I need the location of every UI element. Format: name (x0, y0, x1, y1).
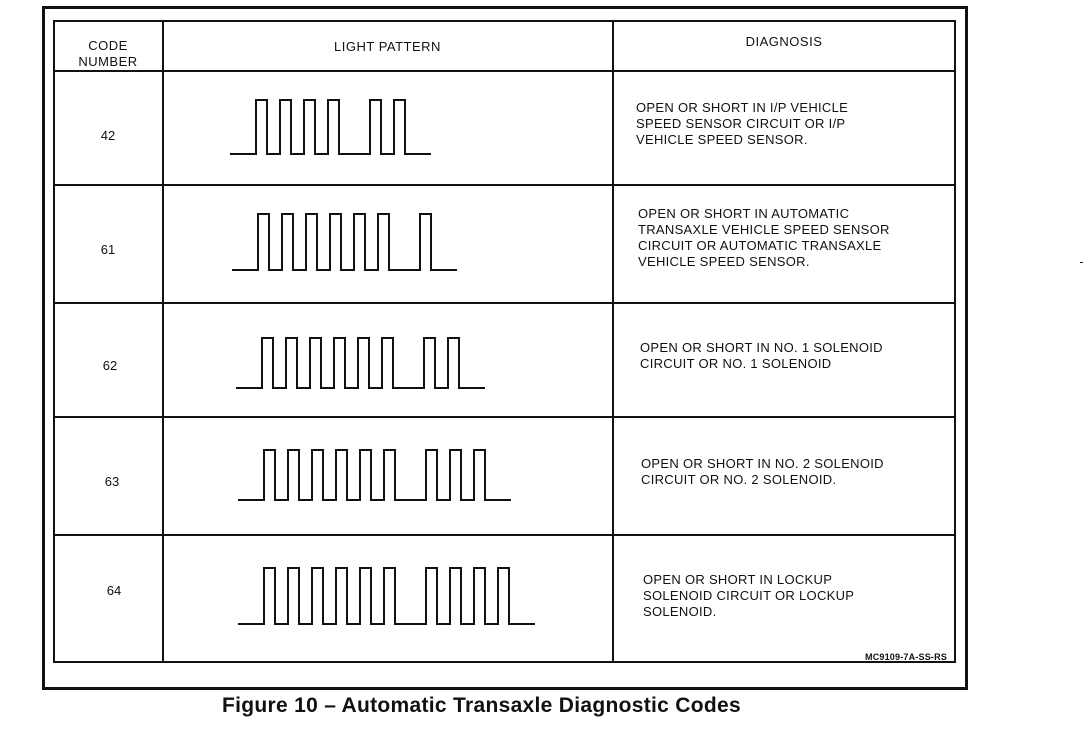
diagnosis-text: OPEN OR SHORT IN NO. 2 SOLENOID CIRCUIT OR NO. 2 SOLENOID. (641, 456, 884, 487)
code-number: 63 (104, 474, 120, 489)
diagnosis-text: OPEN OR SHORT IN NO. 1 SOLENOID CIRCUIT OR NO. 1 SOLENOID (640, 340, 883, 371)
header-light-pattern: LIGHT PATTERN (334, 39, 441, 54)
diagnosis-text: OPEN OR SHORT IN AUTOMATIC TRANSAXLE VEHICLE SPEED SENSOR CIRCUIT OR AUTOMATIC TRANSAXLE VEHICLE SPEED SENSOR. (638, 206, 890, 269)
pulse-path (232, 214, 457, 270)
light-pattern-waveform (238, 448, 553, 504)
light-pattern-waveform (230, 98, 470, 158)
row-divider-1 (53, 184, 956, 186)
code-number: 42 (100, 128, 116, 143)
margin-mark (1080, 262, 1083, 263)
header-code-number: CODE NUMBER (78, 38, 138, 69)
header-divider (53, 70, 956, 72)
column-divider-2 (612, 20, 614, 663)
pulse-path (238, 450, 511, 500)
diagnosis-text: OPEN OR SHORT IN LOCKUP SOLENOID CIRCUIT OR LOCKUP SOLENOID. (643, 572, 855, 619)
row-divider-4 (53, 534, 956, 536)
code-number: 62 (102, 358, 118, 373)
figure-caption: Figure 10 – Automatic Transaxle Diagnostic Codes (222, 694, 741, 717)
pulse-path (238, 568, 535, 624)
light-pattern-waveform (236, 336, 526, 392)
diagnosis-text: OPEN OR SHORT IN I/P VEHICLE SPEED SENSOR CIRCUIT OR I/P VEHICLE SPEED SENSOR. (636, 100, 849, 147)
light-pattern-waveform (232, 212, 497, 274)
code-number: 61 (100, 242, 116, 257)
code-number: 64 (106, 583, 122, 598)
header-diagnosis: DIAGNOSIS (745, 34, 823, 49)
column-divider-1 (162, 20, 164, 663)
light-pattern-waveform (238, 566, 578, 628)
figure-reference-code: MC9109-7A-SS-RS (865, 652, 948, 662)
pulse-path (230, 100, 431, 154)
pulse-path (236, 338, 485, 388)
row-divider-2 (53, 302, 956, 304)
row-divider-3 (53, 416, 956, 418)
